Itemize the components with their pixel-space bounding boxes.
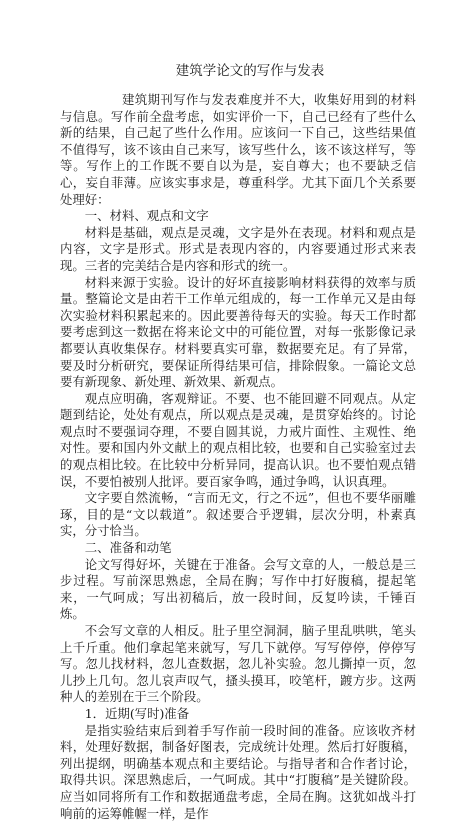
paragraph-recent-preparation: 是指实验结束后到着手写作前一段时间的准备。应该收齐材料，处理好数据，制备好图表，完成统计处理。然后打好腹稿，列出提纲，明确基本观点和主要结论。与指导者和合作者讨论，取得共识。深思熟虑后，一气呵成。其中“打腹稿”是关键阶段。应当如同将所有工作和数据通盘考虑，全局在胸。这犹如战斗打响前的运筹帷幄一样，是作 xyxy=(60,722,416,821)
subsection-heading-recent-preparation: 1．近期(写时)准备 xyxy=(84,705,190,721)
paragraph-materials-overview: 材料是基础，观点是灵魂，文字是外在表现。材料和观点是内容，文字是形式。形式是表现内容的，内容要通过形式来表现。三者的完美结合是内容和形式的统一。 xyxy=(60,224,416,273)
section-heading-materials: 一、材料、观点和文字 xyxy=(84,208,209,224)
intro-paragraph: 建筑期刊写作与发表难度并不大，收集好用到的材料与信息。写作前全盘考虑，如实评价一下，自己已经有了些什么新的结果，自己起了些什么作用。应该问一下自己，这些结果值不值得写，该不该由自己来写，该写些什么，该不该这样写，等等。写作上的工作既不要自以为是，妄自尊大；也不要缺乏信心，妄自菲薄。应该实事求是，尊重科学。尤其下面几个关系要处理好： xyxy=(60,92,416,207)
paragraph-viewpoints: 观点应明确，客观辩证。不要、也不能回避不同观点。从定题到结论，处处有观点，所以观点是灵魂，是贯穿始终的。讨论观点时不要强词夺理，不要自圆其说，力戒片面性、主观性、绝对性。要和国内外文献上的观点相比较，也要和自己实验室过去的观点相比较。在比较中分析异同，提高认识。也不要怕观点错误，不要怕被别人批评。要百家争鸣，通过争鸣，认识真理。 xyxy=(60,390,416,489)
paragraph-materials-source: 材料来源于实验。设计的好坏直接影响材料获得的效率与质量。整篇论文是由若干工作单元组成的，每一工作单元又是由每次实验材料积累起来的。因此要善待每天的实验。每天工作时都要考虑到这一数据在将来论文中的可能位置，对每一张影像记录都要认真收集保存。材料要真实可靠，数据要充足。有了异常，要及时分析研究，要保证所得结果可信，排除假象。一篇论文总要有新现象、新处理、新效果、新观点。 xyxy=(60,274,416,390)
paragraph-poor-writers: 不会写文章的人相反。肚子里空洞洞，脑子里乱哄哄，笔头上千斤重。他们拿起笔来就写，写几下就停。写写停停，停停写写。忽儿找材料，忽儿查数据，忽儿补实验。忽儿撕掉一页，忽儿抄上几句。忽儿哀声叹气，搔头摸耳，咬笔杆，踱方步。这两种人的差别在于三个阶段。 xyxy=(60,623,416,705)
paragraph-writing-style: 文字要自然流畅，“言而无文，行之不远”，但也不要华丽雕琢，目的是“文以载道”。叙述要合乎逻辑，层次分明，朴素真实，分寸恰当。 xyxy=(60,490,416,539)
document-title: 建筑学论文的写作与发表 xyxy=(175,63,325,79)
paragraph-preparation-key: 论文写得好坏，关键在于准备。会写文章的人，一般总是三步过程。写前深思熟虑，全局在胸；写作中打好腹稿，提起笔来，一气呵成；写出初稿后，放一段时间，反复吟读，千锤百炼。 xyxy=(60,556,416,622)
section-heading-preparation: 二、准备和动笔 xyxy=(84,540,172,556)
